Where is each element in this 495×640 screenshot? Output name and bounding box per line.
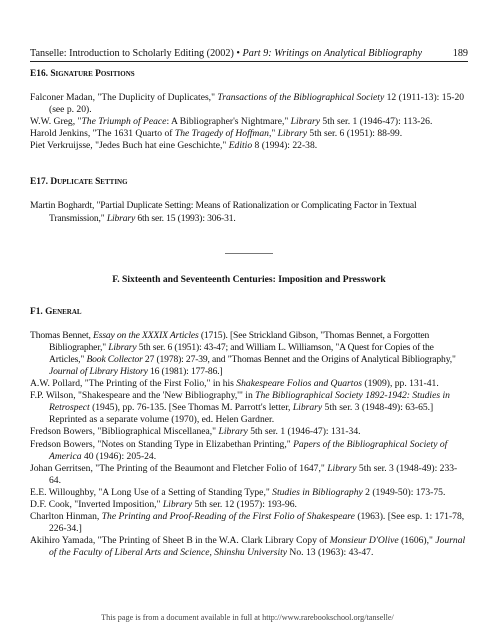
section-heading-f1: F1. General xyxy=(30,306,82,317)
bib-entry: Thomas Bennet, Essay on the XXXIX Articles (1715). [See Strickland Gibson, "Thomas Bennet, a Forgotten Bibliographer," Library 5th ser. 6 (1951): 43-47; and William L. Williamson, "A Quest for Copies of the Articles," Book Collector 27 (1978): 27-39, and "Thomas Bennet and the Origins of Analytical Bibliography," Journal of Library History 16 (1981): 177-86.] xyxy=(30,329,456,377)
running-header xyxy=(30,48,468,62)
bib-entry: Johan Gerritsen, "The Printing of the Beaumont and Fletcher Folio of 1647," Library 5th ser. 3 (1948-49): 233-64. xyxy=(30,462,458,486)
page-footer: This page is from a document available in full at http://www.rarebookschool.org/tanselle/ xyxy=(101,613,394,622)
bib-entry: E.E. Willoughby, "A Long Use of a Setting of Standing Type," Studies in Bibliography 2 (1949-50): 173-75. xyxy=(30,486,446,498)
page-number: 189 xyxy=(452,48,468,59)
header-part: Part 9: Writings on Analytical Bibliography xyxy=(242,48,423,59)
bib-entry: Charlton Hinman, The Printing and Proof-Reading of the First Folio of Shakespeare (1963). [See esp. 1: 171-78, 226-34.] xyxy=(30,511,465,535)
e16-entries xyxy=(30,92,468,152)
bib-entry: Martin Boghardt, "Partial Duplicate Setting: Means of Rationalization or Complicating Factor in Textual Transmission," Library 6th ser. 15 (1993): 306-31. xyxy=(30,200,417,224)
bib-entry: F.P. Wilson, "Shakespeare and the 'New Bibliography,'" in The Bibliographical Society 1892-1942: Studies in Retrospect (1945), pp. 76-135. [See Thomas M. Parrott's letter, Library 5th ser. 3 (1948-49): 63-65.] Reprinted as a separate volume (1970), ed. Helen Gardner. xyxy=(30,390,450,426)
bib-entry: A.W. Pollard, "The Printing of the First Folio," in his Shakespeare Folios and Quartos (1909), pp. 131-41. xyxy=(30,378,439,390)
f1-entries xyxy=(30,330,468,560)
bib-entry: Piet Verkruijsse, "Jedes Buch hat eine Geschichte," Editio 8 (1994): 22-38. xyxy=(30,140,318,152)
bib-entry: Fredson Bowers, "Bibliographical Miscellanea," Library 5th ser. 1 (1946-47): 131-34. xyxy=(30,426,361,438)
page-content xyxy=(30,68,468,559)
section-heading-e16: E16. Signature Positions xyxy=(30,69,135,79)
bib-entry: Falconer Madan, "The Duplicity of Duplicates," Transactions of the Bibliographical Society 12 (1911-13): 15-20 (see p. 20). xyxy=(30,92,465,116)
bib-entry: W.W. Greg, "The Triumph of Peace: A Bibliographer's Nightmare," Library 5th ser. 1 (1946-47): 113-26. xyxy=(30,116,433,128)
e17-entries xyxy=(30,200,468,224)
header-title: Tanselle: Introduction to Scholarly Editing (2002) • xyxy=(30,48,243,59)
bib-entry: Harold Jenkins, "The 1631 Quarto of The Tragedy of Hoffman," Library 5th ser. 6 (1951): 88-99. xyxy=(30,128,403,140)
bib-entry: Fredson Bowers, "Notes on Standing Type in Elizabethan Printing," Papers of the Bibliographical Society of America 40 (1946): 205-24. xyxy=(30,438,448,462)
bib-entry: Akihiro Yamada, "The Printing of Sheet B in the W.A. Clark Library Copy of Monsieur D'Olive (1606)," Journal of the Faculty of Liberal Arts and Science, Shinshu University No. 13 (1963): 43-47. xyxy=(30,535,466,559)
section-heading-e17: E17. Duplicate Setting xyxy=(30,177,128,188)
part-heading: F. Sixteenth and Seventeenth Centuries: Imposition and Presswork xyxy=(112,273,386,285)
bib-entry: D.F. Cook, "Inverted Imposition," Library 5th ser. 12 (1957): 193-96. xyxy=(30,498,297,510)
